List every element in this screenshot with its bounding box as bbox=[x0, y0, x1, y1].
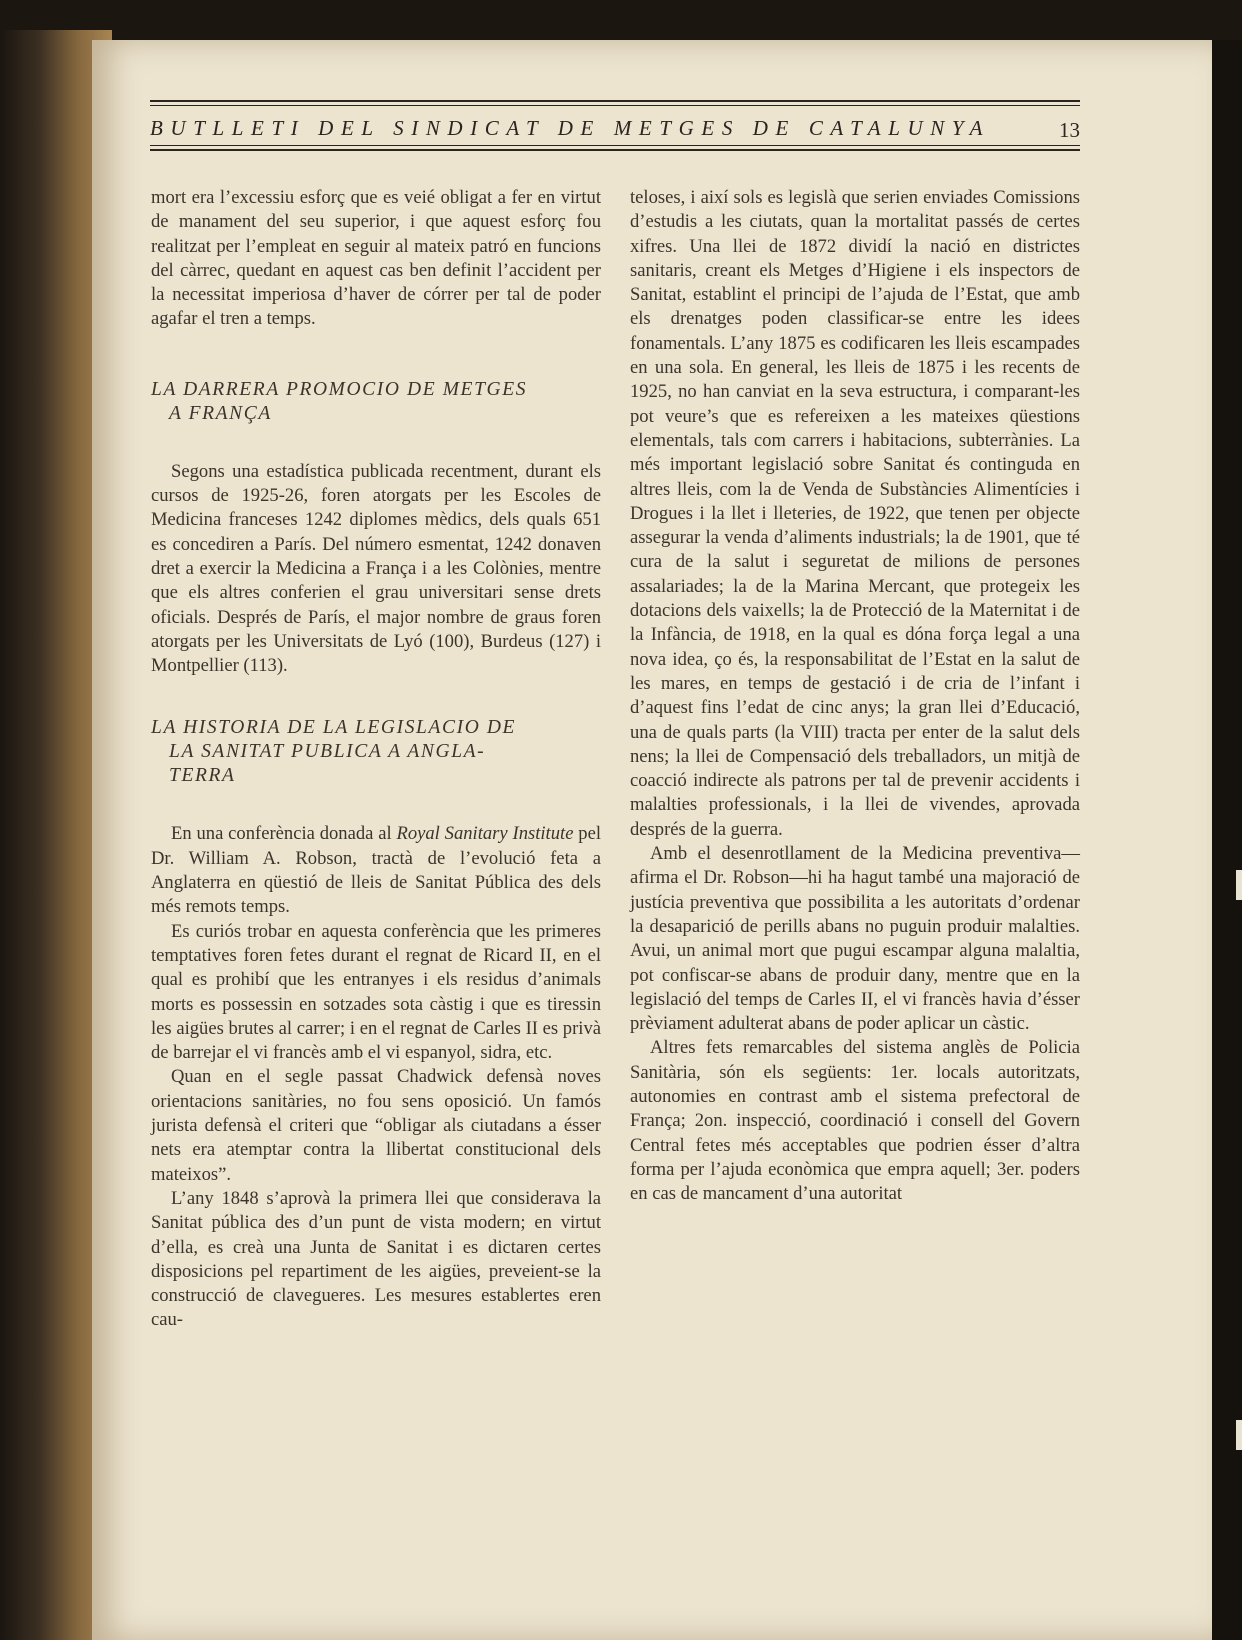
left-column bbox=[151, 186, 601, 1333]
paragraph bbox=[151, 822, 601, 919]
section-heading-promocio bbox=[151, 378, 601, 426]
right-column bbox=[630, 186, 1080, 1206]
header-rule-bottom-thin bbox=[150, 145, 1080, 146]
text-span: En una conferència donada al bbox=[171, 823, 397, 845]
paragraph: Altres fets remarcables del sistema anglès de Policia Sanitària, són els següents: 1er. locals autoritzats, autonomies en contrast amb el sistema prefectoral de França; 2on. inspecció, coordinació i consell del Govern Central fetes més acceptables que podrien ésser d’altra forma per l’ajuda econòmica que empra aquell; 3er. poders en cas de mancament d’una autoritat bbox=[630, 1037, 1080, 1205]
heading-line: LA DARRERA PROMOCIO DE METGES bbox=[151, 378, 528, 400]
section-heading-historia bbox=[151, 716, 601, 788]
paragraph: teloses, i així sols es legislà que serien enviades Comissions d’estudis a les ciutats, quan la mortalitat passés de certes xifres. Una llei de 1872 dividí la nació en districtes sanitaris, creant els Metges d’Higiene i els inspectors de Sanitat, establint el principi de l’ajuda de l’Estat, que amb els drenatges poden classificar-se entre les idees fonamentals. L’any 1875 es codificaren les lleis escampades en una sola. En general, les lleis de 1875 i les recents de 1925, no han canviat en la seva estructura, i comparant-les pot veure’s que es refereixen a les mateixes qüestions elementals, tals com carrers i habitacions, subterrànies. La més important legislació sobre Sanitat és continguda en altres lleis, com la de Venda de Substàncies Alimentícies i Drogues i la llet i lleteries, de 1922, que tenen per objecte assegurar la venda d’aliments industrials; la de 1901, que té cura de la salut i seguretat de milions de persones assalariades; la de la Marina Mercant, que protegeix les dotacions dels vaixells; la de Protecció de la Maternitat i de la Infància, de 1918, en la qual es dóna força legal a una nova idea, ço és, la responsabilitat de l’Estat en la salut de les mares, en temps de gestació i de cria de l’infant i d’aquest fins l’edat de cinc anys; la gran llei d’Educació, una de quals parts (la VIII) tracta per enter de la salut dels nens; la llei de Compensació dels treballadors, un mitjà de coacció indirecte als patrons per tal de prevenir accidents i malalties professionals, i la llei de vivendes, aprovada després de la guerra. bbox=[630, 187, 1080, 840]
scan-background-right bbox=[1212, 40, 1242, 1640]
text-span: pel Dr. William A. Robson, tractà de l’evolució feta a Anglaterra en qüestió de lleis de Sanitat Pública des dels més remots temps. bbox=[151, 823, 601, 918]
paragraph: Quan en el segle passat Chadwick defensà noves orientacions sanitàries, no fou sens oposició. Un famós jurista defensà el criteri que “obligar als ciutadans a ésser nets era atemptar contra la llibertat constitucional dels mateixos”. bbox=[151, 1066, 601, 1185]
heading-line: TERRA bbox=[169, 765, 236, 787]
scan-edge-mark bbox=[1236, 1420, 1242, 1450]
paragraph: Segons una estadística publicada recentment, durant els cursos de 1925-26, foren atorgats per les Escoles de Medicina franceses 1242 diplomes mèdics, dels quals 651 es concediren a París. Del número esmentat, 1242 donaven dret a exercir la Medicina a França i a les Colònies, mentre que els altres conferien el grau universitari sense drets oficials. Després de París, el major nombre de graus foren atorgats per les Universitats de Lyó (100), Burdeus (127) i Montpellier (113). bbox=[151, 460, 601, 677]
institute-name: Royal Sanitary Institute bbox=[396, 823, 574, 845]
heading-line: A FRANÇA bbox=[169, 402, 272, 424]
header-rule-top-thin bbox=[150, 105, 1080, 106]
page-number: 13 bbox=[1059, 118, 1080, 142]
scan-edge-mark bbox=[1236, 870, 1242, 900]
running-header bbox=[150, 100, 1080, 160]
header-rule-top bbox=[150, 100, 1080, 102]
journal-title: BUTLLETI DEL SINDICAT DE METGES DE CATALUNYA bbox=[150, 116, 991, 140]
paragraph: Amb el desenrotllament de la Medicina preventiva—afirma el Dr. Robson—hi ha hagut també una majoració de justícia preventiva que possibilita a les autoritats d’ordenar la desaparició de perills abans no puguin produir malalties. Avui, un animal mort que pugui escampar alguna malaltia, pot confiscar-se abans de produir dany, mentre que en la legislació del temps de Carles II, el vi francès havia d’ésser prèviament adulterat abans de poder aplicar un càstic. bbox=[630, 843, 1080, 1035]
heading-line: LA SANITAT PUBLICA A ANGLA- bbox=[169, 741, 486, 763]
header-rule-bottom bbox=[150, 149, 1080, 151]
paragraph: L’any 1848 s’aprovà la primera llei que considerava la Sanitat pública des d’un punt de vista modern; en virtut d’ella, es creà una Junta de Sanitat i es dictaren certes disposicions pel repartiment de les aigües, preveient-se la construcció de clavegueres. Les mesures establertes eren cau- bbox=[151, 1187, 601, 1331]
heading-line: LA HISTORIA DE LA LEGISLACIO DE bbox=[151, 717, 517, 739]
paragraph: Es curiós trobar en aquesta conferència que les primeres temptatives foren fetes durant el regnat de Ricard II, en el qual es prohibí que les entranyes i els residus d’animals morts es possessin en sotzades sota càstig i que es tiressin les aigües brutes al carrer; i en el regnat de Carles II es privà de barrejar el vi francès amb el vi espanyol, sidra, etc. bbox=[151, 920, 601, 1064]
paragraph: mort era l’excessiu esforç que es veié obligat a fer en virtut de manament del seu superior, i que aquest esforç fou realitzat per l’empleat en seguir al mateix patró en funcions del càrrec, quedant en aquest cas ben definit l’accident per la necessitat imperiosa d’haver de córrer per tal de poder agafar el tren a temps. bbox=[151, 187, 601, 330]
